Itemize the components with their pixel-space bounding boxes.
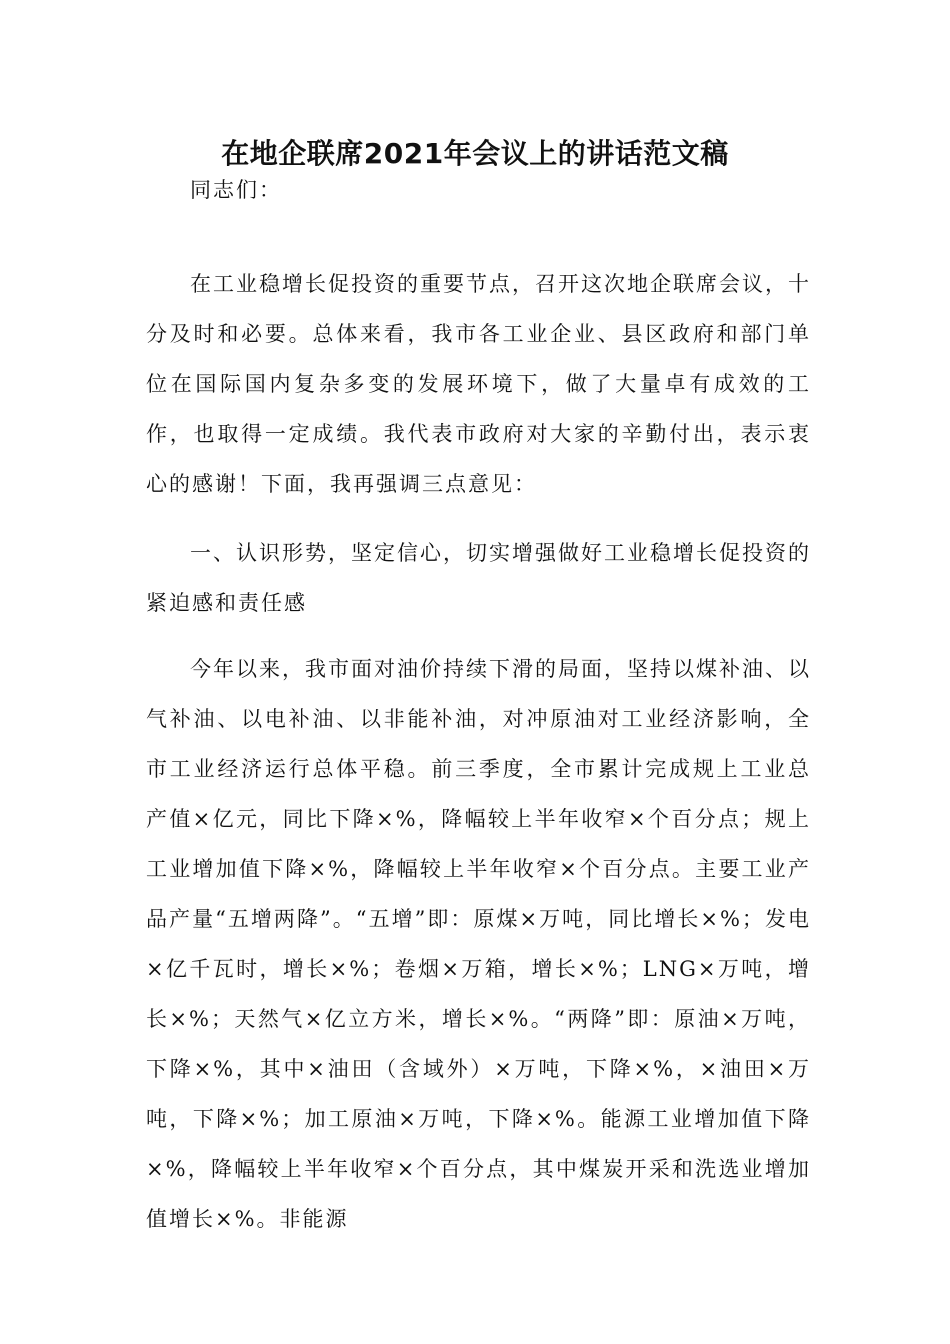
greeting: 同志们： (190, 178, 282, 202)
paragraph-intro: 在工业稳增长促投资的重要节点，召开这次地企联席会议，十分及时和必要。总体来看，我市各工业企业、县区政府和部门单位在国际国内复杂多变的发展环境下，做了大量卓有成效的工作，也取得一定成绩。我代表市政府对大家的辛勤付出，表示衷心的感谢！下面，我再强调三点意见： (146, 272, 811, 496)
paragraph-economy: 今年以来，我市面对油价持续下滑的局面，坚持以煤补油、以气补油、以电补油、以非能补油，对冲原油对工业经济影响，全市工业经济运行总体平稳。前三季度，全市累计完成规上工业总产值×亿元，同比下降×%，降幅较上半年收窄×个百分点；规上工业增加值下降×%，降幅较上半年收窄×个百分点。主要工业产品产量“五增两降”。“五增”即：原煤×万吨，同比增长×%；发电×亿千瓦时，增长×%；卷烟×万箱，增长×%；LNG×万吨，增长×%；天然气×亿立方米，增长×%。“两降”即：原油×万吨，下降×%，其中×油田（含域外）×万吨，下降×%，×油田×万吨，下降×%；加工原油×万吨，下降×%。能源工业增加值下降×%，降幅较上半年收窄×个百分点，其中煤炭开采和洗选业增加值增长×%。非能源 (146, 657, 811, 1231)
section-heading-1: 一、认识形势，坚定信心，切实增强做好工业稳增长促投资的紧迫感和责任感 (146, 541, 811, 615)
document-title: 在地企联席2021年会议上的讲话范文稿 (221, 137, 729, 170)
